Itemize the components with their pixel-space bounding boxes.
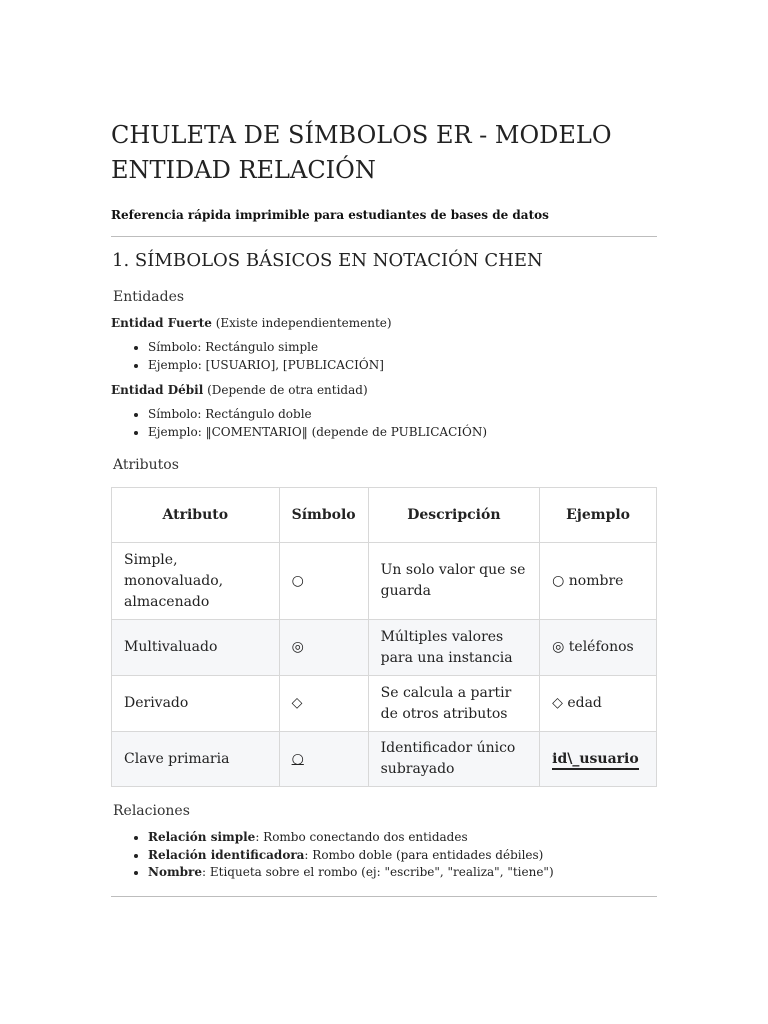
table-header-cell: Ejemplo [540, 488, 657, 543]
document-title: CHULETA DE SÍMBOLOS ER - MODELO ENTIDAD RELACIÓN [111, 121, 612, 184]
atributos-table [111, 487, 657, 787]
relacion-text: : Rombo doble (para entidades débiles) [304, 847, 544, 862]
entidad-debil-paragraph [111, 382, 657, 398]
table-cell: Identificador único subrayado [368, 732, 540, 787]
table-cell: Múltiples valores para una instancia [368, 620, 540, 676]
relacion-text: : Rombo conectando dos entidades [255, 830, 468, 844]
table-row [112, 543, 657, 620]
entidad-fuerte-list [111, 339, 657, 374]
table-cell: Se calcula a partir de otros atributos [368, 676, 540, 732]
relaciones-list [111, 829, 657, 882]
table-cell: ◎ teléfonos [540, 620, 657, 676]
table-cell: ◇ [279, 676, 368, 732]
document-page [111, 118, 657, 897]
primary-key-symbol: ○ [291, 750, 304, 767]
table-cell [540, 732, 657, 787]
list-item: • Símbolo: Rectángulo simple [148, 339, 657, 357]
table-cell: Un solo valor que se guarda [368, 543, 540, 620]
document-subtitle: Referencia rápida imprimible para estudiantes de bases de datos [111, 208, 549, 222]
table-header-row [112, 488, 657, 543]
entidad-debil-note: (Depende de otra entidad) [203, 383, 368, 397]
subheading-atributos: Atributos [113, 457, 179, 473]
table-header-cell: Símbolo [279, 488, 368, 543]
table-header-cell: Atributo [112, 488, 280, 543]
table-cell: ○ nombre [540, 543, 657, 620]
entidad-debil-label: Entidad Débil [111, 383, 204, 397]
relacion-label: Relación simple [148, 830, 256, 844]
table-cell: Multivaluado [112, 620, 280, 676]
table-row [112, 620, 657, 676]
relacion-text: : Etiqueta sobre el rombo (ej: "escribe", "realiza", "tiene") [202, 865, 554, 879]
table-cell: ◇ edad [540, 676, 657, 732]
table-cell: ○ [279, 543, 368, 620]
list-item [148, 829, 657, 847]
list-item: • Ejemplo: [USUARIO], [PUBLICACIÓN] [148, 357, 657, 375]
subheading-relaciones: Relaciones [113, 803, 190, 819]
entidad-fuerte-label: Entidad Fuerte [111, 316, 212, 330]
table-cell [279, 732, 368, 787]
table-cell: Clave primaria [112, 732, 280, 787]
primary-key-example: id\_usuario [552, 751, 639, 770]
divider [111, 236, 657, 237]
list-item [148, 847, 657, 865]
table-cell: Simple, monovaluado, almacenado [112, 543, 280, 620]
relacion-label: Relación identificadora [148, 847, 305, 862]
subheading-entidades: Entidades [113, 289, 185, 305]
entidad-debil-list [111, 406, 657, 441]
table-cell: Derivado [112, 676, 280, 732]
list-item [148, 864, 657, 882]
table-header-cell: Descripción [368, 488, 540, 543]
divider [111, 896, 657, 897]
list-item: • Ejemplo: ‖COMENTARIO‖ (depende de PUBLICACIÓN) [148, 424, 657, 442]
entidad-fuerte-paragraph [111, 315, 657, 331]
relacion-label: Nombre [148, 865, 203, 879]
table-row [112, 732, 657, 787]
table-cell: ◎ [279, 620, 368, 676]
list-item: • Símbolo: Rectángulo doble [148, 406, 657, 424]
entidad-fuerte-note: (Existe independientemente) [211, 316, 392, 330]
section-heading: 1. SÍMBOLOS BÁSICOS EN NOTACIÓN CHEN [112, 250, 543, 271]
table-row [112, 676, 657, 732]
